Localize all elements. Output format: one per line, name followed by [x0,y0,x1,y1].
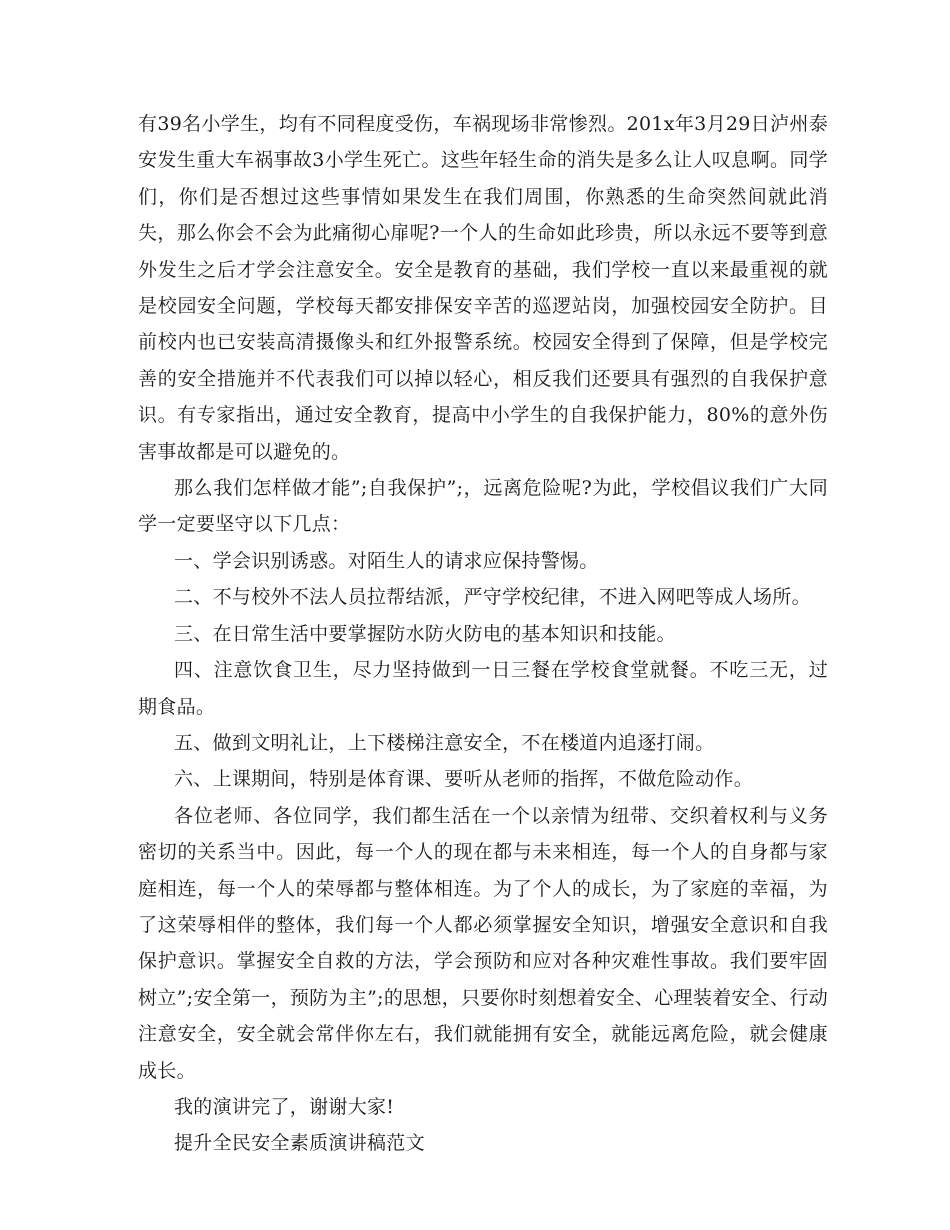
document-body [138,106,828,1162]
paragraph-accident-intro: 有39名小学生，均有不同程度受伤，车祸现场非常惨烈。201x年3月29日泸州泰安发生重大车祸事故3小学生死亡。这些年轻生命的消失是多么让人叹息啊。同学们，你们是否想过这些事情如果发生在我们周围，你熟悉的生命突然间就此消失，那么你会不会为此痛彻心扉呢?一个人的生命如此珍贵，所以永远不要等到意外发生之后才学会注意安全。安全是教育的基础，我们学校一直以来最重视的就是校园安全问题，学校每天都安排保安辛苦的巡逻站岗，加强校园安全防护。目前校内也已安装高清摄像头和红外报警系统。校园安全得到了保障，但是学校完善的安全措施并不代表我们可以掉以轻心，相反我们还要具有强烈的自我保护意识。有专家指出，通过安全教育，提高中小学生的自我保护能力，80%的意外伤害事故都是可以避免的。 [138,113,828,463]
paragraph-how-to-protect: 那么我们怎样做才能”;自我保护”;，远离危险呢?为此，学校倡议我们广大同学一定要坚守以下几点： [138,477,828,536]
next-section-title: 提升全民安全素质演讲稿范文 [174,1132,425,1155]
list-item-6: 六、上课期间，特别是体育课、要听从老师的指挥，不做危险动作。 [174,768,754,791]
list-item-2: 二、不与校外不法人员拉帮结派，严守学校纪律，不进入网吧等成人场所。 [174,586,811,609]
list-item-4: 四、注意饮食卫生，尽力坚持做到一日三餐在学校食堂就餐。不吃三无，过期食品。 [138,659,828,718]
list-item-5: 五、做到文明礼让，上下楼梯注意安全，不在楼道内追逐打闹。 [174,731,715,754]
paragraph-conclusion: 各位老师、各位同学，我们都生活在一个以亲情为纽带、交织着权利与义务密切的关系当中。因此，每一个人的现在都与未来相连，每一个人的自身都与家庭相连，每一个人的荣辱都与整体相连。为了个人的成长，为了家庭的幸福，为了这荣辱相伴的整体，我们每一个人都必须掌握安全知识，增强安全意识和自我保护意识。掌握安全自救的方法，学会预防和应对各种灾难性事故。我们要牢固树立”;安全第一，预防为主”;的思想，只要你时刻想着安全、心理装着安全、行动注意安全，安全就会常伴你左右，我们就能拥有安全，就能远离危险，就会健康成长。 [138,804,828,1082]
list-item-3: 三、在日常生活中要掌握防水防火防电的基本知识和技能。 [174,622,676,645]
closing-thanks: 我的演讲完了，谢谢大家! [174,1095,395,1118]
list-item-1: 一、学会识别诱惑。对陌生人的请求应保持警惕。 [174,549,599,572]
